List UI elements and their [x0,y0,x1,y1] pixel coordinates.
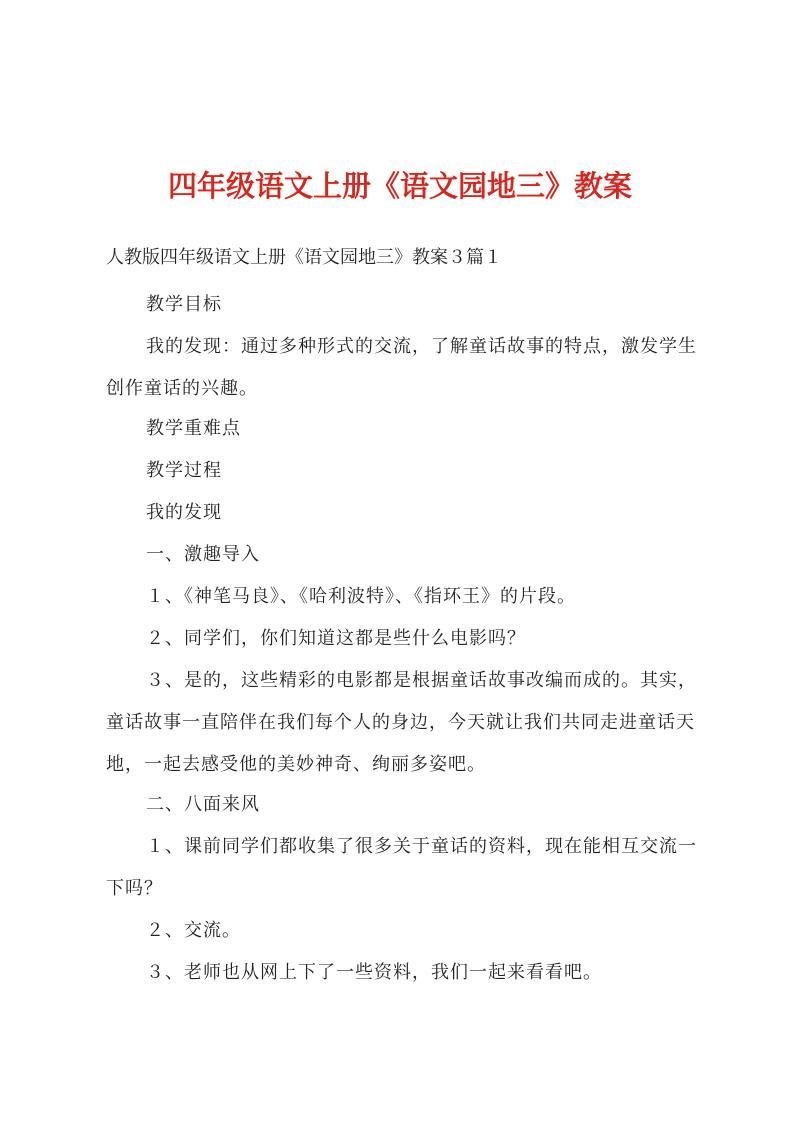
list-item: ２、交流。 [146,920,241,941]
section-heading-key-points: 教学重难点 [146,418,241,439]
document-subtitle: 人教版四年级语文上册《语文园地三》教案３篇１ [106,247,502,268]
list-item: ３、是的，这些精彩的电影都是根据童话故事改编而成的。其实，童话故事一直陪伴在我们每个人的身边，今天就让我们共同走进童话天地，一起去感受他的美妙神奇、绚丽多姿吧。 [106,670,697,775]
section-heading-process: 教学过程 [146,460,222,481]
section-heading-objectives: 教学目标 [146,294,222,315]
section-heading-eight-winds: 二、八面来风 [146,794,260,815]
list-item: ３、老师也从网上下了一些资料，我们一起来看看吧。 [146,962,602,983]
section-heading-introduction: 一、激趣导入 [146,544,260,565]
document-title: 四年级语文上册《语文园地三》教案 [167,169,632,203]
list-item: １、《神笔马良》、《哈利波特》、《指环王》的片段。 [146,586,576,607]
list-item: ２、同学们，你们知道这都是些什么电影吗？ [146,628,526,649]
paragraph-discovery-goal: 我的发现：通过多种形式的交流，了解童话故事的特点，激发学生创作童话的兴趣。 [106,336,697,399]
section-heading-my-discovery: 我的发现 [146,502,222,523]
list-item: １、课前同学们都收集了很多关于童话的资料，现在能相互交流一下吗？ [106,836,697,899]
